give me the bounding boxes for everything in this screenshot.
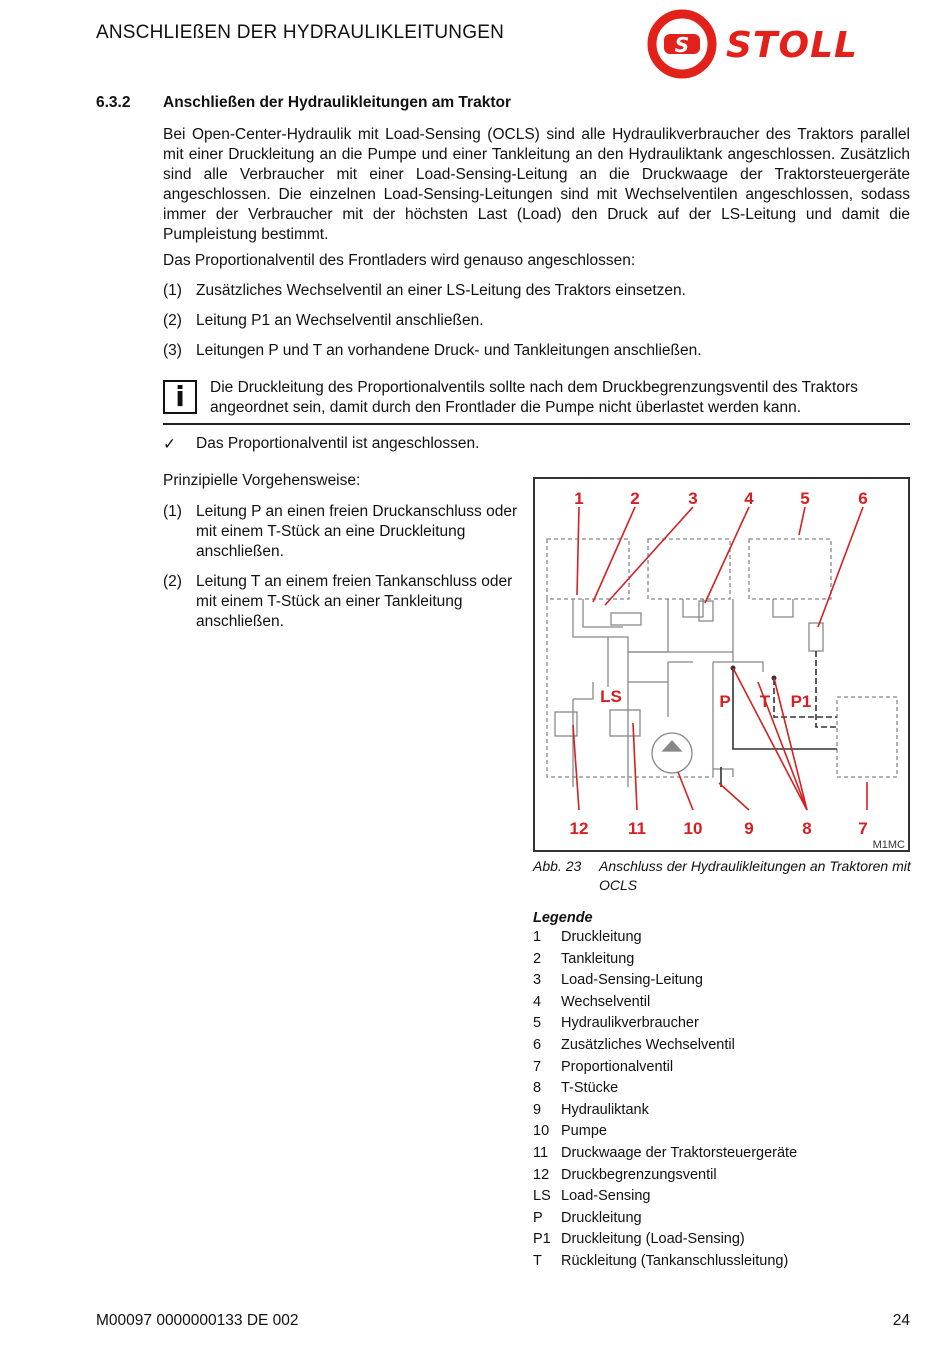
legend-row [533,1144,798,1167]
figure-label-ls: LS [600,687,622,706]
legend-value: Proportionalventil [561,1058,674,1075]
legend [533,910,798,1275]
legend-row [533,1166,717,1189]
legend-key: 9 [533,1101,542,1118]
legend-value: Druckleitung [561,1209,642,1226]
step-text: Leitung P an einen freien Druckanschluss oder mit einem T-Stück an eine Druckleitung anschließen. [196,503,518,560]
legend-key: T [533,1252,542,1269]
step-text: Leitung P1 an Wechselventil anschließen. [196,312,484,329]
legend-key: P [533,1209,543,1226]
legend-key: 4 [533,993,542,1010]
figure-code: M1MC [872,839,905,851]
legend-title: Legende [533,910,593,926]
figure-label-top: 4 [744,489,754,508]
legend-row [533,1036,735,1059]
info-text: Die Druckleitung des Proportionalventils sollte nach dem Druckbegrenzungsventil des Traktors angeordnet sein, damit durch den Frontlader die Pumpe nicht überlastet werden kann. [210,379,858,416]
legend-key: 8 [533,1080,542,1097]
legend-value: Zusätzliches Wechselventil [561,1036,735,1053]
legend-row [533,1231,745,1253]
legend-row [533,1101,649,1124]
figure-label-top: 3 [688,489,698,508]
hydraulic-schematic [533,477,910,852]
step-number: (3) [163,342,182,359]
legend-key: LS [533,1188,551,1205]
legend-row [533,993,651,1016]
legend-value: Rückleitung (Tankanschlussleitung) [561,1252,789,1269]
svg-text:S: S [674,33,690,57]
legend-key: 1 [533,929,542,945]
figure-label-bottom: 8 [802,819,812,838]
figure-label-bottom: 11 [628,819,646,838]
legend-row [533,1209,642,1232]
figure-label-top: 6 [858,489,868,508]
step-number: (1) [163,503,182,520]
legend-row [533,1188,651,1210]
figure-label-bottom: 9 [744,819,754,838]
step-number: (2) [163,573,182,590]
figure-label-t: T [759,692,771,711]
legend-key: 5 [533,1015,542,1032]
legend-row [533,1058,674,1081]
figure-label-top: 2 [630,489,640,508]
legend-value: Druckleitung [561,929,642,945]
steps-lead: Das Proportionalventil des Frontladers wird genauso angeschlossen: [163,252,636,269]
legend-value: Load-Sensing [561,1188,651,1205]
figure-label-bottom: 12 [569,819,589,838]
legend-row [533,1252,789,1275]
legend-row [533,950,635,973]
legend-key: 12 [533,1166,550,1183]
stoll-logo [646,8,908,80]
legend-key: 11 [533,1144,549,1161]
legend-key: 7 [533,1058,542,1075]
legend-value: Druckleitung (Load-Sensing) [561,1231,745,1248]
procedure-lead: Prinzipielle Vorgehensweise: [163,472,361,489]
section-title: Anschließen der Hydraulikleitungen am Traktor [163,94,511,111]
legend-row [533,1015,699,1037]
checkmark-icon: ✓ [163,436,176,453]
step-text: Zusätzliches Wechselventil an einer LS-Leitung des Traktors einsetzen. [196,282,686,299]
legend-row [533,929,642,951]
info-note [163,376,910,425]
intro-paragraph: Bei Open-Center-Hydraulik mit Load-Sensing (OCLS) sind alle Hydraulikverbraucher des Traktors parallel mit einer Druckleitung an die Pumpe und einer Tankleitung an den Hydrauliktank angeschlossen. Zusätzlich sind alle Verbraucher mit einer Load-Sensing-Leitung an die Druckwaage der Traktorsteuergeräte angeschlossen. Die einzelnen Load-Sensing-Leitungen sind mit Wechselventilen angeschlossen, sodass immer der Verbraucher mit der höchsten Last (Load) den Druck auf der LS-Leitung und damit die Pumpleistung bestimmt. [163,126,910,243]
legend-key: 6 [533,1036,542,1053]
step-text: Leitung T an einem freien Tankanschluss oder mit einem T-Stück an einer Tankleitung anschließen. [196,573,513,630]
legend-value: T-Stücke [561,1080,619,1097]
legend-row [533,1123,607,1145]
legend-value: Hydraulikverbraucher [561,1015,699,1032]
section-heading [96,94,511,112]
legend-key: 3 [533,972,542,989]
step-number: (2) [163,312,182,329]
legend-value: Pumpe [561,1123,607,1140]
legend-key: 2 [533,950,542,967]
step-text: Leitungen P und T an vorhandene Druck- und Tankleitungen anschließen. [196,342,702,359]
logo-wordmark: STOLL [726,25,858,66]
figure-label-bottom: 10 [683,819,703,838]
running-header: ANSCHLIEßEN DER HYDRAULIKLEITUNGEN [96,22,504,43]
footer-doc-id: M00097 0000000133 DE 002 [96,1312,299,1329]
page-number: 24 [892,1312,910,1329]
section-number: 6.3.2 [96,94,131,111]
legend-value: Hydrauliktank [561,1101,649,1118]
legend-value: Druckbegrenzungsventil [561,1166,717,1183]
legend-value: Tankleitung [561,950,635,967]
caption-text: Anschluss der Hydraulikleitungen an Traktoren mit OCLS [599,858,911,893]
figure-label-bottom: 7 [858,819,868,838]
legend-value: Druckwaage der Traktorsteuergeräte [561,1144,798,1161]
figure-label-p1: P1 [790,692,812,711]
info-icon: i [163,380,197,414]
legend-row [533,1080,619,1102]
caption-label: Abb. 23 [533,858,582,874]
figure-label-p: P [719,692,731,711]
legend-value: Wechselventil [561,993,651,1010]
figure-label-top: 5 [800,489,810,508]
figure-label-top: 1 [574,489,584,508]
step-number: (1) [163,282,182,299]
legend-key: 10 [533,1123,550,1140]
result-text: Das Proportionalventil ist angeschlossen. [196,435,480,452]
legend-value: Load-Sensing-Leitung [561,972,703,989]
legend-row [533,972,703,994]
legend-key: P1 [533,1231,551,1248]
